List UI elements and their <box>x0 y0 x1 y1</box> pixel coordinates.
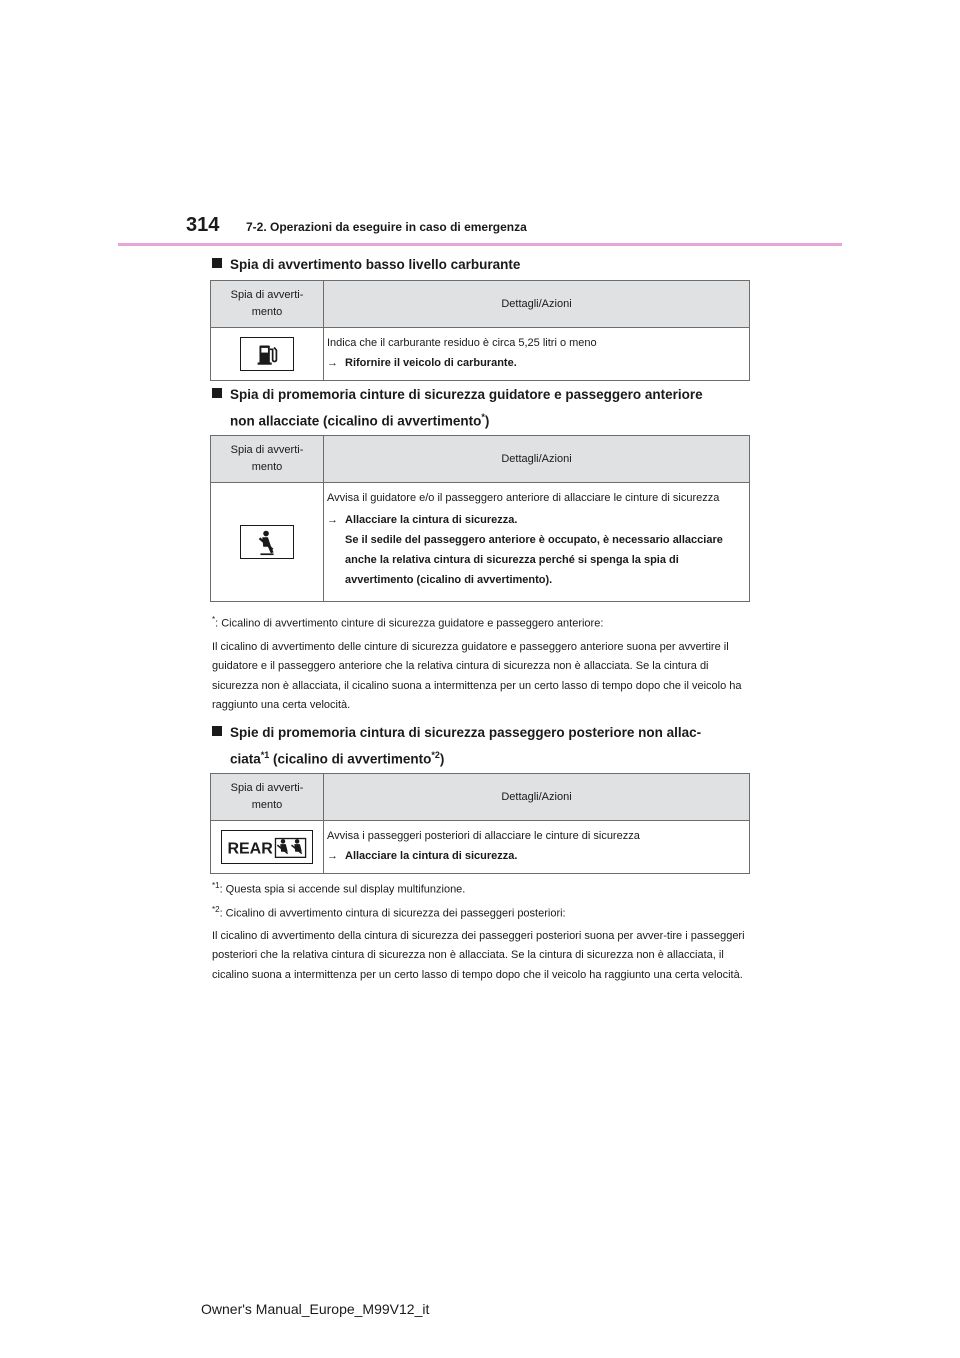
heading-continuation: non allacciate (cicalino di avvertimento*) <box>230 412 490 429</box>
fuel-warning-table <box>210 280 750 381</box>
icon-cell <box>211 328 324 381</box>
details-cell <box>324 821 750 874</box>
page-number: 314 <box>186 214 220 236</box>
action-text: Allacciare la cintura di sicurezza. <box>345 514 518 526</box>
front-belt-paragraph: Il cicalino di avvertimento delle cinture di sicurezza guidatore e passeggero anteriore suona per avvertire il guidatore e il passeggero anteriore che la relativa cintura di sicurezza non è allacciata. Se la cintura di sicurezza non è allacciata, il cicalino suona a intermittenza per un certo lasso di tempo dopo che il veicolo ha raggiunto una certa velocità. <box>212 641 742 712</box>
fuel-pump-icon <box>240 337 294 371</box>
heading-text: Spie di promemoria cintura di sicurezza passeggero posteriore non allac- <box>230 725 702 740</box>
col-header-dettagli: Dettagli/Azioni <box>324 281 750 328</box>
heading-text: Spia di avvertimento basso livello carburante <box>230 257 521 272</box>
details-cell <box>324 328 750 381</box>
col-header-spia: Spia di avverti- mento <box>211 436 324 483</box>
action-line <box>327 353 741 373</box>
front-belt-heading <box>212 384 703 433</box>
header-divider <box>118 243 842 246</box>
table-row <box>211 821 750 874</box>
fuel-warning-heading <box>212 254 520 276</box>
footer-manual-id: Owner's Manual_Europe_M99V12_it <box>201 1301 430 1317</box>
details-cell <box>324 483 750 602</box>
detail-text: Avvisa il guidatore e/o il passeggero anteriore di allacciare le cinture di sicurezza <box>327 492 720 504</box>
bullet-square-icon <box>212 726 222 736</box>
rear-belt-heading <box>212 722 701 771</box>
rear-belt-table <box>210 773 750 874</box>
front-belt-footnote: *: Cicalino di avvertimento cinture di sicurezza guidatore e passeggero anteriore: <box>212 615 604 630</box>
rear-belt-paragraph: Il cicalino di avvertimento della cintura di sicurezza dei passeggeri posteriori suona per avver-tire i passeggeri posteriori che la relativa cintura di sicurezza non è allacciata. Se la cintura di sicurezza non è allacciata, il cicalino suona a intermittenza per un certo lasso di tempo dopo che il veicolo ha raggiunto una certa velocità. <box>212 930 745 981</box>
bullet-square-icon <box>212 388 222 398</box>
table-row <box>211 483 750 602</box>
table-header-row <box>211 281 750 328</box>
action-line <box>327 846 741 866</box>
svg-text:REAR: REAR <box>227 840 273 858</box>
detail-text: Avvisa i passeggeri posteriori di allacciare le cinture di sicurezza <box>327 830 640 842</box>
section-title: 7-2. Operazioni da eseguire in caso di emergenza <box>246 220 527 234</box>
action-note: Se il sedile del passeggero anteriore è occupato, è necessario allacciare anche la relativa cintura di sicurezza perché si spenga la spia di avvertimento (cicalino di avvertimento). <box>345 534 723 586</box>
action-text: Rifornire il veicolo di carburante. <box>345 357 517 369</box>
action-text: Allacciare la cintura di sicurezza. <box>345 850 518 862</box>
heading-text: Spia di promemoria cinture di sicurezza guidatore e passeggero anteriore <box>230 387 703 402</box>
rear-belt-footnote-1: $^{*1}$: Questa spia si accende sul display multifunzione. <box>212 881 466 896</box>
icon-cell <box>211 483 324 602</box>
bullet-square-icon <box>212 258 222 268</box>
arrow-icon: → <box>327 514 338 526</box>
heading-continuation: ciata$^{*1}$ (cicalino di avvertimento$^{*2}$) <box>230 750 445 767</box>
table-header-row <box>211 436 750 483</box>
detail-text: Indica che il carburante residuo è circa 5,25 litri o meno <box>327 337 597 349</box>
front-belt-table <box>210 435 750 602</box>
table-row <box>211 328 750 381</box>
col-header-dettagli: Dettagli/Azioni <box>324 436 750 483</box>
rear-belt-footnote-2: $^{*2}$: Cicalino di avvertimento cintura di sicurezza dei passeggeri posteriori: <box>212 905 566 920</box>
col-header-spia: Spia di avverti- mento <box>211 281 324 328</box>
action-block <box>327 510 741 590</box>
icon-cell <box>211 821 324 874</box>
arrow-icon: → <box>327 357 338 369</box>
table-header-row <box>211 774 750 821</box>
col-header-dettagli: Dettagli/Azioni <box>324 774 750 821</box>
arrow-icon: → <box>327 850 338 862</box>
col-header-spia: Spia di avverti- mento <box>211 774 324 821</box>
seatbelt-icon <box>240 525 294 559</box>
rear-seatbelt-icon <box>221 830 313 864</box>
